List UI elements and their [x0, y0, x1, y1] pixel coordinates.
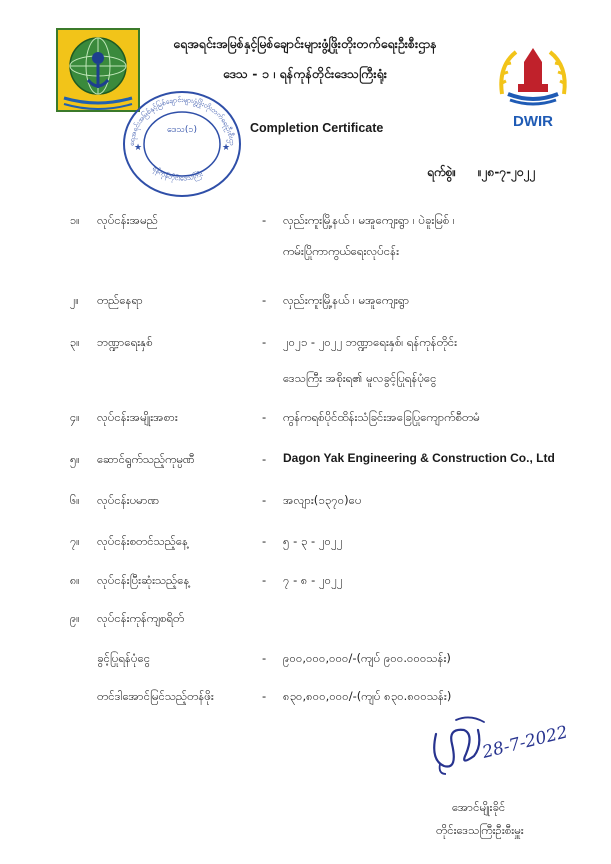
row-dash: -: [262, 689, 267, 703]
dwir-logo-text: DWIR: [513, 113, 553, 130]
row-dash: -: [262, 573, 267, 587]
cost-label: ခွင့်ပြုရန်ပုံငွေ: [97, 651, 151, 665]
row-value: ၂၀၂၁ - ၂၀၂၂ ဘဏ္ဍာရေးနှစ်၊ ရန်ကုန်တိုင်း: [283, 335, 458, 349]
row-label: လုပ်ငန်းကုန်ကျစရိတ်: [97, 611, 185, 625]
date-label: ရက်စွဲ။: [427, 165, 457, 179]
org-name: ရေအရင်းအမြစ်နှင့်မြစ်ချောင်းများဖွံ့ဖြိုးတိုးတက်ရေးဦးစီးဌာန: [173, 36, 437, 51]
row-dash: -: [262, 335, 267, 349]
row-number: ၆။: [70, 494, 80, 507]
row-dash: -: [262, 293, 267, 307]
stamp-bottom-text: ရန်ကုန်တိုင်းဒေသကြီး: [150, 164, 204, 183]
row-dash: -: [262, 452, 267, 466]
row-value: ၇ - ၈ - ၂၀၂၂: [283, 573, 343, 587]
row-number: ၇။: [70, 535, 80, 548]
row-value: ကွန်ကရစ်ပိုင်ထိန်းသံခြင်းအခြေပြုကျောက်စီတမံ: [283, 410, 480, 424]
row-value-continued: ကမ်းပြိုကာကွယ်ရေးလုပ်ငန်း: [283, 244, 399, 258]
row-dash: -: [262, 410, 267, 424]
office-name: ဒေသ - ၁ ၊ ရန်ကုန်တိုင်းဒေသကြီးရုံး: [223, 66, 387, 81]
stamp-ring-text: ရေအရင်းအမြစ်နှင့်မြစ်ချောင်းများဖွံ့ဖြိုးတိုးတက်ရေးဦးစီးဌာန: [127, 95, 237, 147]
row-label: လုပ်ငန်းပြီးဆုံးသည့်နေ့: [97, 573, 190, 587]
row-dash: -: [262, 493, 267, 507]
row-label: လုပ်ငန်းစတင်သည့်နေ့: [97, 534, 189, 548]
cost-value: ၉၀၀,၀၀၀,၀၀၀/-(ကျပ် ၉၀၀.၀၀၀သန်း): [283, 651, 451, 665]
row-label: ဆောင်ရွက်သည့်ကုမ္ပဏီ: [97, 452, 195, 466]
row-value: လှည်းကူးမြို့နယ် ၊ မအူကျေးရွာ: [283, 293, 410, 307]
signatory-position: တိုင်းဒေသကြီးဦးစီးမှူး: [436, 823, 524, 837]
star-icon: ★: [222, 143, 231, 153]
row-number: ၁။: [70, 214, 80, 227]
company-name: Dagon Yak Engineering & Construction Co., Ltd: [283, 451, 555, 465]
row-number: ၅။: [70, 453, 80, 466]
cost-label: တင်ဒါအောင်မြင်သည့်တန်ဖိုး: [97, 689, 214, 703]
row-value: ၅ - ၃ - ၂၀၂၂: [283, 534, 343, 548]
row-value: လှည်းကူးမြို့နယ် ၊ မအူကျေးရွာ ၊ ပဲခူးမြစ် ၊: [283, 213, 455, 227]
cost-value: ၈၃၀,၈၀၀,၀၀၀/-(ကျပ် ၈၃၀.၈၀၀သန်း): [283, 689, 452, 703]
date-value: ။၂၈-၇-၂၀၂၂: [478, 165, 536, 179]
row-number: ၄။: [70, 411, 80, 424]
row-dash: -: [262, 534, 267, 548]
row-value: အလျား(၁၃၇၀)ပေ: [283, 493, 362, 507]
row-label: လုပ်ငန်းအမျိုးအစား: [97, 410, 178, 424]
row-label: လုပ်ငန်းအမည်: [97, 213, 158, 227]
handwritten-date: 28-7-2022: [480, 722, 570, 763]
row-dash: -: [262, 651, 267, 665]
certificate-title: Completion Certificate: [250, 121, 384, 135]
signatory-name: အောင်မျိုးခိုင်: [452, 800, 506, 814]
row-number: ၈။: [70, 574, 80, 587]
stamp-center-text: ဒေသ(၁): [166, 125, 198, 135]
row-dash: -: [262, 213, 267, 227]
row-number: ၉။: [70, 612, 80, 625]
row-number: ၂။: [70, 294, 79, 307]
star-icon: ★: [134, 143, 143, 153]
row-label: တည်နေရာ: [97, 293, 143, 307]
row-value-continued: ဒေသကြီး အစိုးရ၏ မူလခွင့်ပြုရန်ပုံငွေ: [283, 371, 437, 385]
row-label: ဘဏ္ဍာရေးနှစ်: [97, 335, 153, 349]
row-number: ၃။: [70, 336, 80, 349]
row-label: လုပ်ငန်းပမာဏ: [97, 493, 160, 507]
